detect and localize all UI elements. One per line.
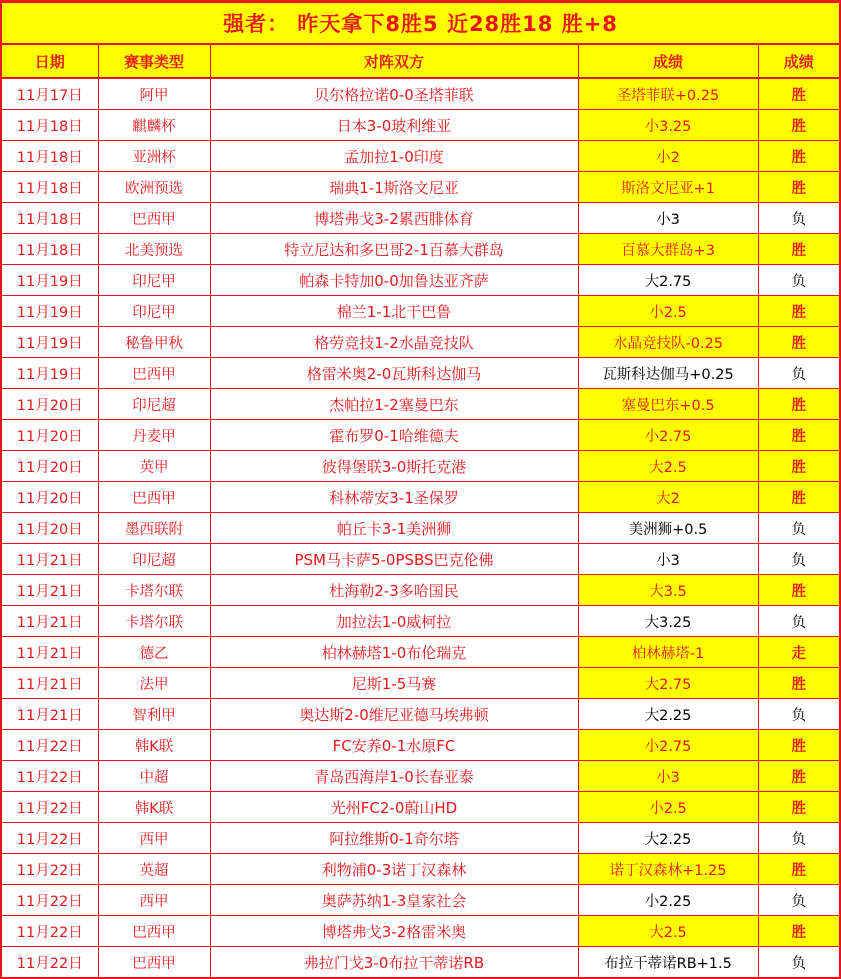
column-header-score: 成绩	[578, 45, 758, 78]
table-row	[2, 606, 839, 637]
cell-match: 尼斯1-5马赛	[210, 668, 578, 699]
cell-score: 柏林赫塔-1	[578, 637, 758, 668]
cell-date: 11月21日	[2, 668, 98, 699]
table-row	[2, 358, 839, 389]
cell-result: 胜	[758, 668, 839, 699]
cell-league: 西甲	[98, 823, 210, 854]
column-header-match: 对阵双方	[210, 45, 578, 78]
cell-result: 胜	[758, 792, 839, 823]
cell-date: 11月19日	[2, 265, 98, 296]
cell-result: 胜	[758, 141, 839, 172]
sheet-title-bar	[2, 3, 839, 45]
results-table	[2, 45, 839, 977]
cell-match: PSM马卡萨5-0PSBS巴克伦佛	[210, 544, 578, 575]
cell-league: 巴西甲	[98, 203, 210, 234]
cell-date: 11月22日	[2, 947, 98, 978]
cell-match: 奥达斯2-0维尼亚德马埃弗顿	[210, 699, 578, 730]
table-row	[2, 544, 839, 575]
cell-date: 11月22日	[2, 730, 98, 761]
cell-match: 格劳竞技1-2水晶竞技队	[210, 327, 578, 358]
cell-score: 小2	[578, 141, 758, 172]
cell-score: 水晶竞技队-0.25	[578, 327, 758, 358]
cell-score: 小2.25	[578, 885, 758, 916]
table-row	[2, 730, 839, 761]
cell-score: 百慕大群岛+3	[578, 234, 758, 265]
table-row	[2, 637, 839, 668]
cell-match: 日本3-0玻利维亚	[210, 110, 578, 141]
cell-league: 北美预选	[98, 234, 210, 265]
cell-match: 柏林赫塔1-0布伦瑞克	[210, 637, 578, 668]
cell-result: 负	[758, 699, 839, 730]
cell-score: 小2.5	[578, 792, 758, 823]
cell-league: 卡塔尔联	[98, 606, 210, 637]
cell-match: 贝尔格拉诺0-0圣塔菲联	[210, 78, 578, 110]
cell-league: 阿甲	[98, 78, 210, 110]
cell-league: 印尼甲	[98, 265, 210, 296]
cell-league: 巴西甲	[98, 947, 210, 978]
cell-result: 胜	[758, 916, 839, 947]
cell-score: 小3	[578, 203, 758, 234]
cell-match: 帕丘卡3-1美洲狮	[210, 513, 578, 544]
table-row	[2, 947, 839, 978]
cell-score: 大2.25	[578, 823, 758, 854]
cell-date: 11月21日	[2, 699, 98, 730]
cell-match: 奥萨苏纳1-3皇家社会	[210, 885, 578, 916]
table-row	[2, 482, 839, 513]
cell-result: 负	[791, 955, 806, 972]
cell-date: 11月19日	[2, 358, 98, 389]
cell-date: 11月19日	[2, 296, 98, 327]
cell-result: 胜	[758, 420, 839, 451]
table-row	[2, 575, 839, 606]
cell-league: 德乙	[98, 637, 210, 668]
cell-date: 11月22日	[2, 823, 98, 854]
cell-score: 布拉干蒂诺RB+1.5	[578, 947, 758, 978]
cell-match: 博塔弗戈3-2累西腓体育	[210, 203, 578, 234]
cell-match: 彼得堡联3-0斯托克港	[210, 451, 578, 482]
cell-league: 法甲	[98, 668, 210, 699]
cell-result: 负	[758, 513, 839, 544]
cell-result: 胜	[758, 327, 839, 358]
cell-match: 科林蒂安3-1圣保罗	[210, 482, 578, 513]
cell-league: 欧洲预选	[98, 172, 210, 203]
cell-match: 利物浦0-3诺丁汉森林	[210, 854, 578, 885]
cell-match: 孟加拉1-0印度	[210, 141, 578, 172]
cell-date: 11月20日	[2, 482, 98, 513]
cell-league: 巴西甲	[98, 358, 210, 389]
cell-score: 大2.75	[578, 265, 758, 296]
cell-result: 胜	[758, 296, 839, 327]
column-header-result: 成绩	[758, 45, 839, 78]
column-header-date: 日期	[2, 45, 98, 78]
cell-date: 11月18日	[2, 141, 98, 172]
cell-result: 胜	[758, 110, 839, 141]
cell-league: 韩K联	[98, 792, 210, 823]
cell-league: 印尼超	[98, 389, 210, 420]
cell-result: 负	[758, 203, 839, 234]
table-row	[2, 296, 839, 327]
cell-score: 大2.75	[578, 668, 758, 699]
cell-date: 11月20日	[2, 513, 98, 544]
cell-score: 大3.5	[578, 575, 758, 606]
cell-score: 大2	[578, 482, 758, 513]
table-row	[2, 234, 839, 265]
table-row	[2, 513, 839, 544]
table-row	[2, 451, 839, 482]
cell-match: 杜海勒2-3多哈国民	[210, 575, 578, 606]
cell-result: 胜	[758, 78, 839, 110]
cell-score: 小3	[578, 761, 758, 792]
cell-match: FC安养0-1水原FC	[210, 730, 578, 761]
cell-league: 巴西甲	[98, 482, 210, 513]
table-row	[2, 203, 839, 234]
cell-result: 胜	[758, 172, 839, 203]
cell-match: 光州FC2-0蔚山HD	[210, 792, 578, 823]
cell-date: 11月17日	[2, 78, 98, 110]
cell-league: 墨西联附	[98, 513, 210, 544]
cell-result: 胜	[758, 234, 839, 265]
cell-result: 负	[758, 606, 839, 637]
table-row	[2, 823, 839, 854]
cell-league: 英超	[98, 854, 210, 885]
cell-date: 11月20日	[2, 420, 98, 451]
cell-date: 11月21日	[2, 606, 98, 637]
cell-match: 杰帕拉1-2塞曼巴东	[210, 389, 578, 420]
cell-score: 圣塔菲联+0.25	[578, 78, 758, 110]
cell-date: 11月22日	[2, 761, 98, 792]
table-header	[2, 45, 839, 78]
cell-result: 胜	[758, 389, 839, 420]
cell-result: 胜	[758, 761, 839, 792]
cell-score: 瓦斯科达伽马+0.25	[578, 358, 758, 389]
cell-score: 小3.25	[578, 110, 758, 141]
cell-league: 秘鲁甲秋	[98, 327, 210, 358]
cell-match: 特立尼达和多巴哥2-1百慕大群岛	[210, 234, 578, 265]
cell-result: 胜	[758, 482, 839, 513]
cell-result: 负	[758, 265, 839, 296]
cell-date: 11月21日	[2, 575, 98, 606]
table-row	[2, 761, 839, 792]
cell-league: 智利甲	[98, 699, 210, 730]
cell-match: 格雷米奥2-0瓦斯科达伽马	[210, 358, 578, 389]
cell-date: 11月18日	[2, 234, 98, 265]
cell-match: 棉兰1-1北干巴鲁	[210, 296, 578, 327]
cell-match: 帕森卡特加0-0加鲁达亚齐萨	[210, 265, 578, 296]
cell-date: 11月18日	[2, 172, 98, 203]
cell-league: 巴西甲	[98, 916, 210, 947]
cell-league: 亚洲杯	[98, 141, 210, 172]
table-row	[2, 916, 839, 947]
cell-league: 韩K联	[98, 730, 210, 761]
cell-result: 负	[758, 885, 839, 916]
cell-score: 塞曼巴东+0.5	[578, 389, 758, 420]
table-row	[2, 78, 839, 110]
cell-league: 丹麦甲	[98, 420, 210, 451]
cell-date: 11月18日	[2, 110, 98, 141]
cell-date: 11月22日	[2, 916, 98, 947]
cell-score: 大2.5	[578, 916, 758, 947]
cell-match: 阿拉维斯0-1奇尔塔	[210, 823, 578, 854]
cell-result: 负	[758, 823, 839, 854]
cell-score: 大2.25	[578, 699, 758, 730]
cell-date: 11月19日	[2, 327, 98, 358]
column-header-league: 赛事类型	[98, 45, 210, 78]
table-row	[2, 327, 839, 358]
cell-date: 11月20日	[2, 451, 98, 482]
cell-league: 印尼超	[98, 544, 210, 575]
table-row	[2, 699, 839, 730]
table-row	[2, 265, 839, 296]
cell-result: 胜	[758, 451, 839, 482]
cell-score: 小2.5	[578, 296, 758, 327]
cell-match: 青岛西海岸1-0长春亚泰	[210, 761, 578, 792]
cell-result: 胜	[758, 730, 839, 761]
cell-score: 大2.5	[578, 451, 758, 482]
cell-result: 负	[758, 358, 839, 389]
cell-date: 11月21日	[2, 637, 98, 668]
cell-score: 小2.75	[578, 730, 758, 761]
cell-league: 麒麟杯	[98, 110, 210, 141]
cell-date: 11月22日	[2, 792, 98, 823]
cell-score: 美洲狮+0.5	[578, 513, 758, 544]
table-header-row	[2, 45, 839, 78]
cell-result: 胜	[758, 575, 839, 606]
cell-date: 11月20日	[2, 389, 98, 420]
cell-date: 11月22日	[2, 885, 98, 916]
table-body	[2, 78, 839, 977]
cell-score: 诺丁汉森林+1.25	[578, 854, 758, 885]
table-row	[2, 792, 839, 823]
table-row	[2, 668, 839, 699]
table-row	[2, 389, 839, 420]
cell-score: 斯洛文尼亚+1	[578, 172, 758, 203]
cell-match: 加拉法1-0威柯拉	[210, 606, 578, 637]
cell-match: 博塔弗戈3-2格雷米奥	[210, 916, 578, 947]
cell-league: 西甲	[98, 885, 210, 916]
cell-match: 瑞典1-1斯洛文尼亚	[210, 172, 578, 203]
cell-score: 小2.75	[578, 420, 758, 451]
cell-date: 11月21日	[2, 544, 98, 575]
table-row	[2, 420, 839, 451]
cell-date: 11月22日	[2, 854, 98, 885]
cell-league: 中超	[98, 761, 210, 792]
cell-result: 负	[758, 544, 839, 575]
cell-result: 走	[758, 637, 839, 668]
table-row	[2, 854, 839, 885]
cell-date: 11月18日	[2, 203, 98, 234]
cell-league: 英甲	[98, 451, 210, 482]
page-title: 强者： 昨天拿下8胜5 近28胜18 胜+8	[223, 12, 618, 36]
cell-score: 大3.25	[578, 606, 758, 637]
cell-match: 霍布罗0-1哈维德夫	[210, 420, 578, 451]
cell-match: 弗拉门戈3-0布拉干蒂诺RB	[210, 947, 578, 978]
table-row	[2, 885, 839, 916]
cell-result: 胜	[758, 854, 839, 885]
cell-league: 卡塔尔联	[98, 575, 210, 606]
cell-score: 小3	[578, 544, 758, 575]
table-row	[2, 172, 839, 203]
table-row	[2, 141, 839, 172]
table-row	[2, 110, 839, 141]
cell-league: 印尼甲	[98, 296, 210, 327]
